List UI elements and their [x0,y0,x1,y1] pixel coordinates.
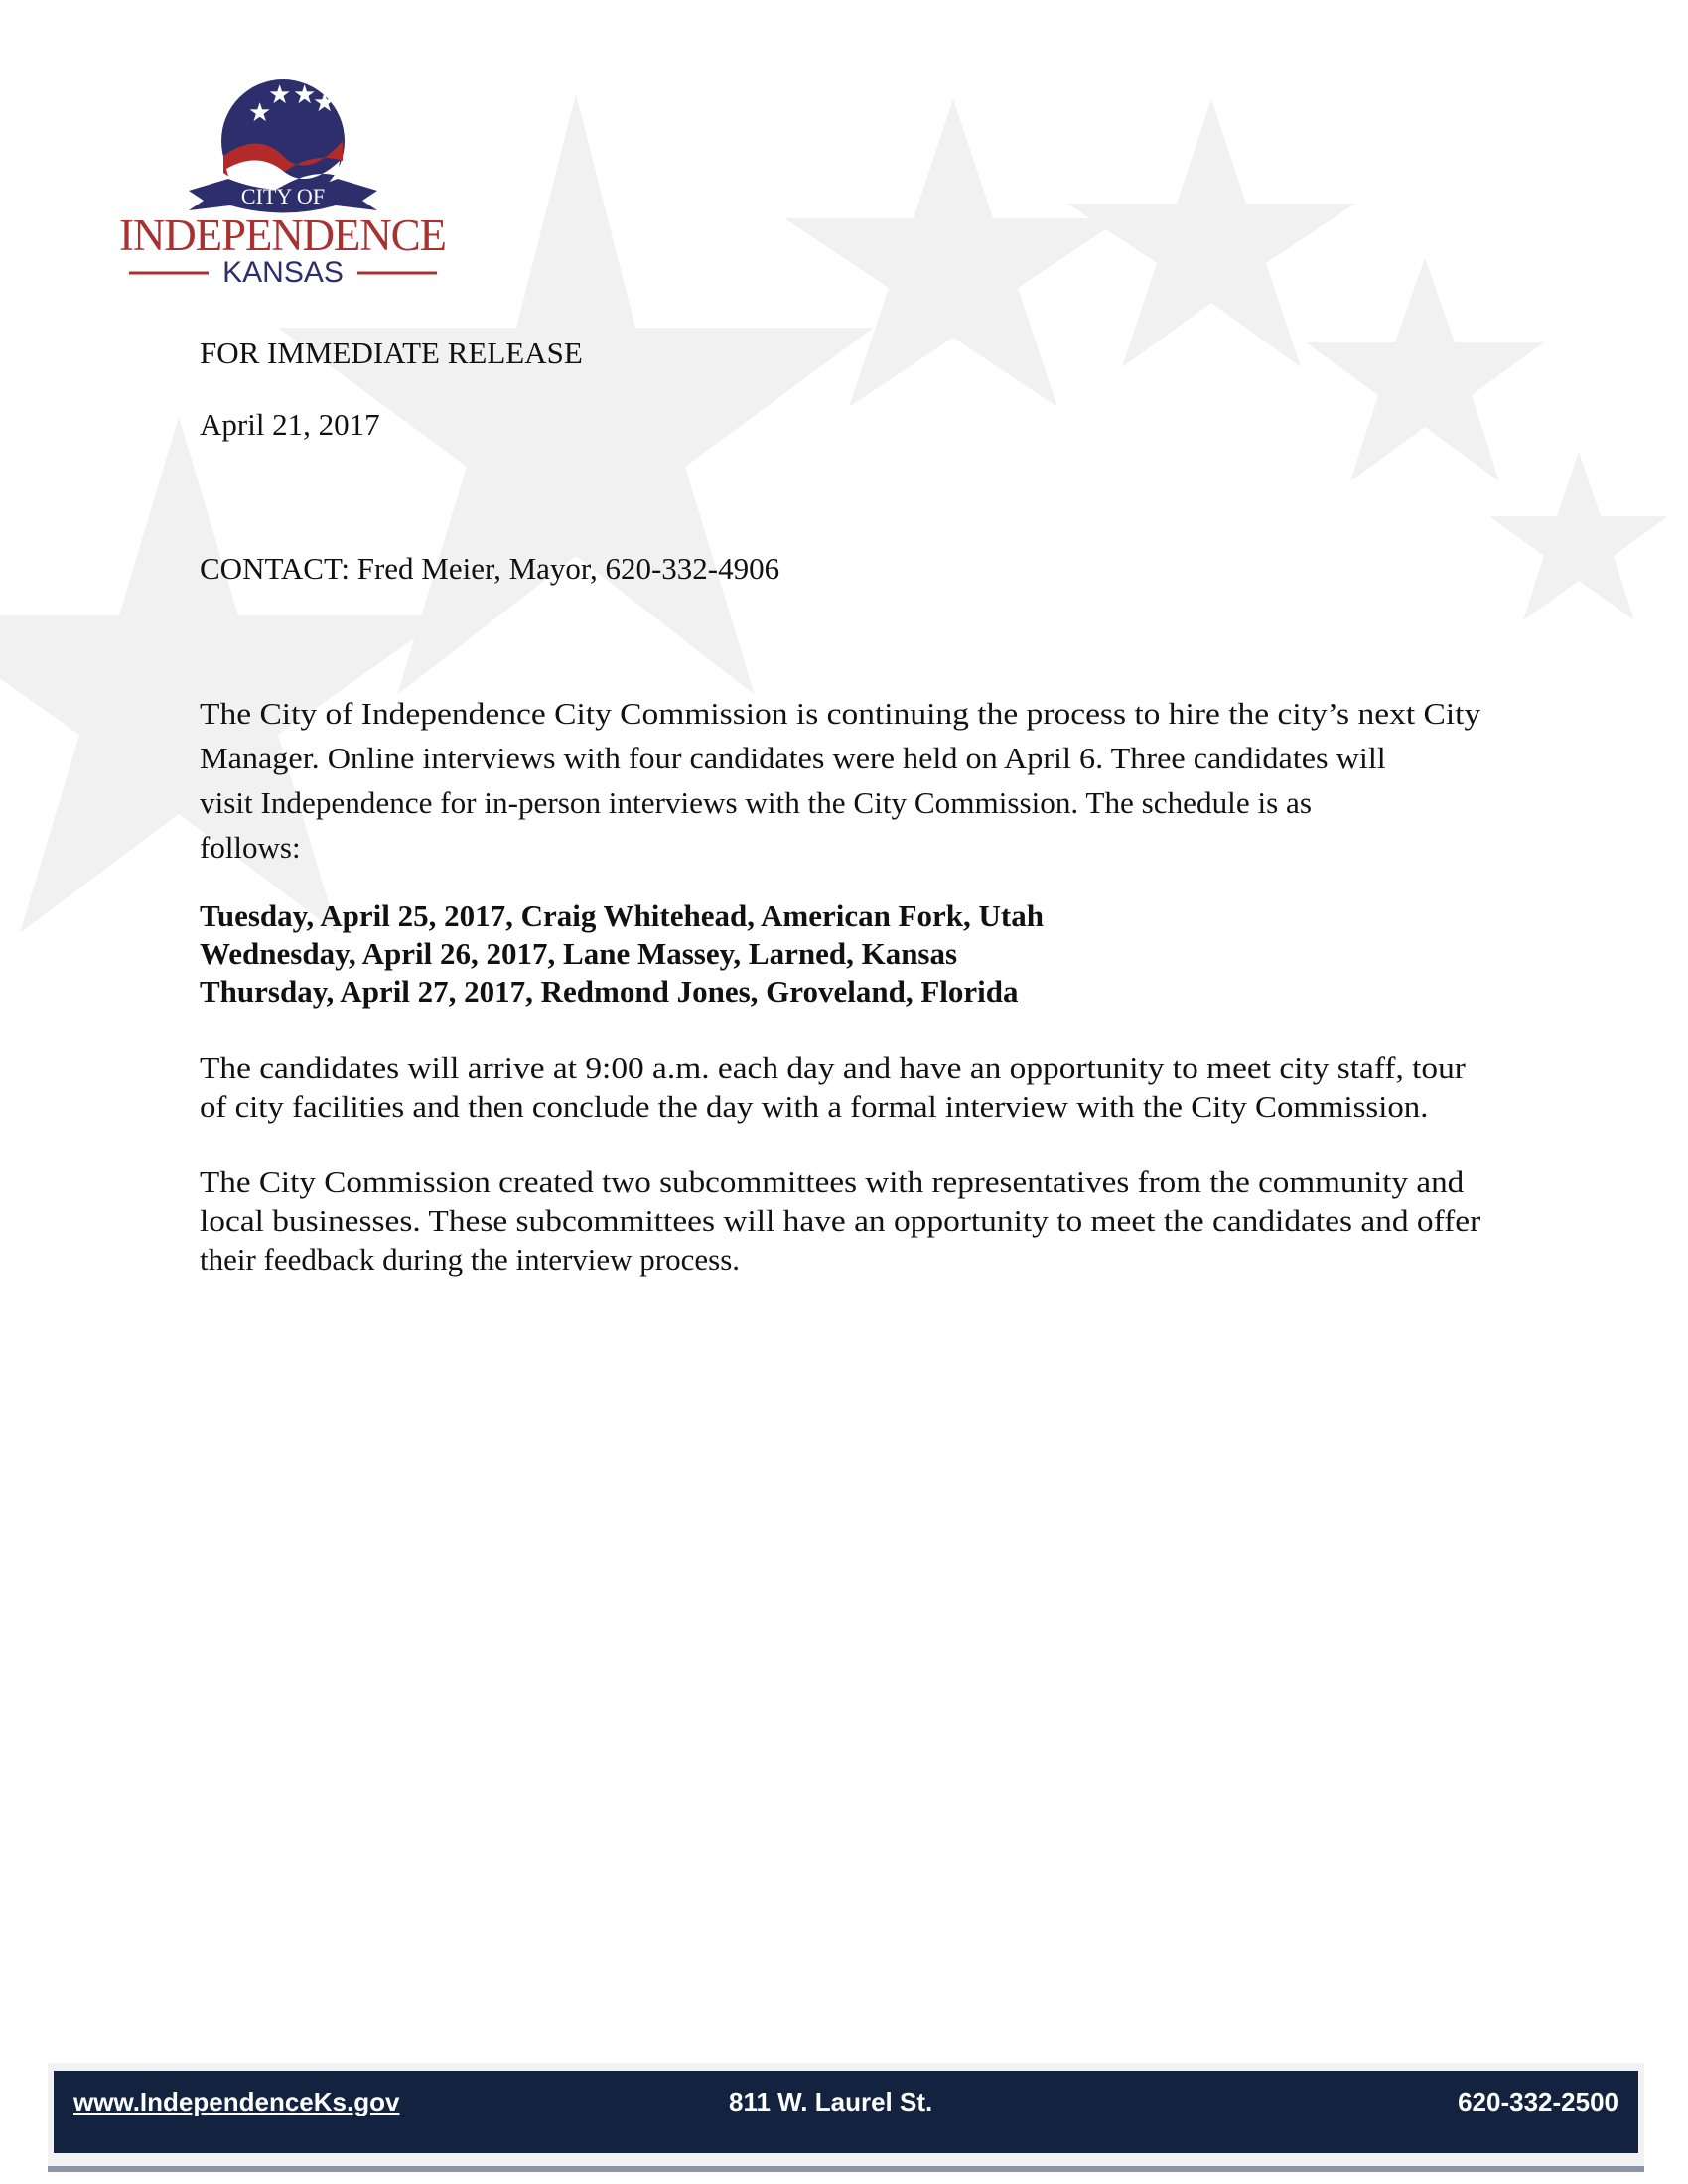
city-logo [109,62,457,290]
text-line: of city facilities and then conclude the day with a formal interview with the City Commission. [200,1089,1429,1124]
footer-bar [54,2071,1638,2153]
star-watermark [784,99,1122,407]
svg-text:★: ★ [313,88,337,118]
svg-text:★: ★ [248,98,272,128]
text-line: The City Commission created two subcommittees with representatives from the community and [200,1164,1465,1199]
intro-paragraph [200,691,1481,870]
schedule-item: Wednesday, April 26, 2017, Lane Massey, Larned, Kansas [200,936,958,971]
website-link[interactable]: www.IndependenceKs.gov [73,2087,400,2116]
footer-phone: 620-332-2500 [1458,2087,1618,2116]
footer-address: 811 W. Laurel St. [729,2087,933,2116]
schedule-item: Thursday, April 27, 2017, Redmond Jones, Groveland, Florida [200,974,1019,1009]
text-line: The candidates will arrive at 9:00 a.m. each day and have an opportunity to meet city staff, tour [200,1050,1466,1085]
contact-line: CONTACT: Fred Meier, Mayor, 620-332-4906 [200,551,780,586]
text-line: local businesses. These subcommittees will have an opportunity to meet the candidates and offer [200,1203,1481,1238]
text-line: The City of Independence City Commission is continuing the process to hire the city’s next City [200,696,1481,731]
text-line: Manager. Online interviews with four candidates were held on April 6. Three candidates will [200,741,1386,775]
release-date: April 21, 2017 [200,407,380,442]
text-line: their feedback during the interview process. [200,1242,741,1277]
star-watermark [1306,258,1544,481]
star-watermark [1067,99,1355,367]
svg-text:CITY OF: CITY OF [240,184,326,208]
footer-frame [48,2063,1644,2172]
text-line: follows: [200,830,301,865]
svg-text:★: ★ [268,80,292,110]
star-watermark [1489,452,1668,620]
schedule-item: Tuesday, April 25, 2017, Craig Whitehead, American Fork, Utah [200,898,1044,933]
arrival-paragraph [200,1048,1466,1126]
svg-text:INDEPENDENCE: INDEPENDENCE [119,210,447,260]
svg-text:KANSAS: KANSAS [222,256,344,289]
interview-schedule [200,897,1044,1011]
text-line: visit Independence for in-person interviews with the City Commission. The schedule is as [200,785,1312,820]
release-label: FOR IMMEDIATE RELEASE [200,336,583,370]
subcommittee-paragraph [200,1162,1481,1279]
svg-text:★: ★ [293,80,317,110]
